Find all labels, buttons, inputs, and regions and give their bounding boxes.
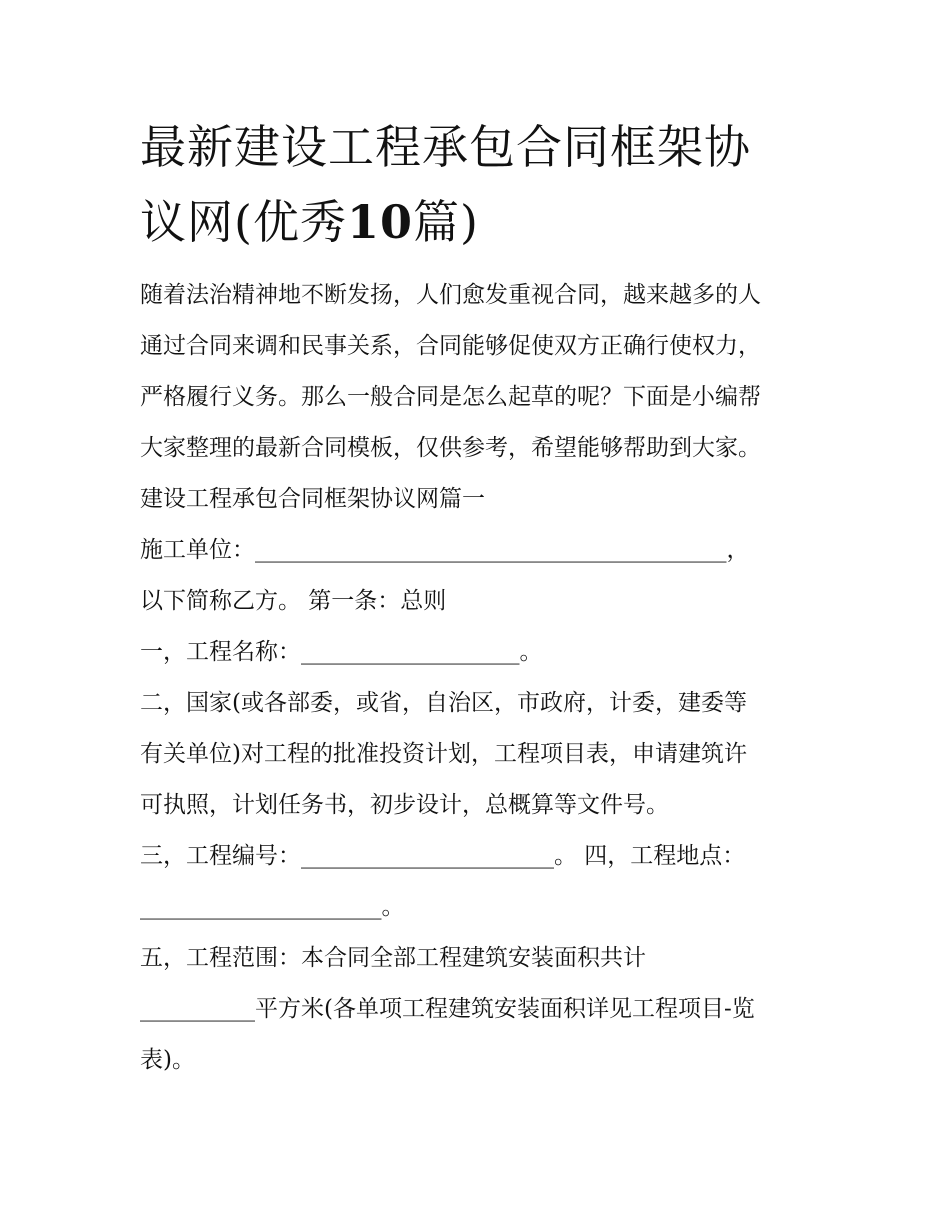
intro-line-3: 严格履行义务。那么一般合同是怎么起草的呢？下面是小编帮: [140, 384, 761, 410]
item4-blank: _____________________: [140, 894, 382, 920]
intro-line-1: 随着法治精神地不断发扬，人们愈发重视合同，越来越多的人: [140, 282, 761, 308]
item5-line-1: 五，工程范围：本合同全部工程建筑安装面积共计: [140, 945, 646, 971]
item4-suffix: 。: [381, 894, 405, 920]
title-number: 10: [346, 195, 413, 249]
title-line-2-a: 议网(优秀: [140, 195, 347, 249]
title-line-2-b: 篇): [412, 195, 479, 249]
intro-line-4: 大家整理的最新合同模板，仅供参考，希望能够帮助到大家。: [140, 435, 761, 461]
abbrev-line: 以下简称乙方。 第一条：总则: [140, 588, 447, 614]
item3-label: 三，工程编号：: [140, 843, 301, 869]
item1-line: [140, 627, 820, 678]
contractor-line: [140, 525, 820, 576]
intro-line-2: 通过合同来调和民事关系，合同能够促使双方正确行使权力，: [140, 333, 761, 359]
contractor-label: 施工单位：: [140, 537, 255, 563]
item2-line-2: 有关单位)对工程的批准投资计划，工程项目表，申请建筑许: [140, 741, 747, 767]
contractor-blank: _________________________________________: [255, 537, 727, 563]
document-title: [140, 110, 820, 260]
item3-blank: ______________________: [301, 843, 554, 869]
item1-label: 一，工程名称：: [140, 639, 301, 665]
title-line-1: 最新建设工程承包合同框架协: [140, 120, 751, 174]
item3-line: [140, 831, 820, 882]
document-body: [140, 270, 820, 1086]
document-page: [140, 110, 820, 1086]
section-heading: 建设工程承包合同框架协议网篇一: [140, 486, 485, 512]
item1-blank: ___________________: [301, 639, 520, 665]
item1-suffix: 。: [519, 639, 543, 665]
item5-line-2-rest: 平方米(各单项工程建筑安装面积详见工程项目-览: [255, 996, 755, 1022]
contractor-suffix: ，: [726, 537, 750, 563]
title-line-2: [140, 185, 820, 260]
item3-suffix: 。 四，工程地点：: [554, 843, 746, 869]
item5-line-3: 表)。: [140, 1047, 195, 1073]
item5-line-2: [140, 984, 820, 1035]
item4-line: [140, 882, 820, 933]
item2-line-1: 二，国家(或各部委，或省，自治区，市政府，计委，建委等: [140, 690, 747, 716]
item5-blank: __________: [140, 996, 255, 1022]
item2-line-3: 可执照，计划任务书，初步设计，总概算等文件号。: [140, 792, 669, 818]
